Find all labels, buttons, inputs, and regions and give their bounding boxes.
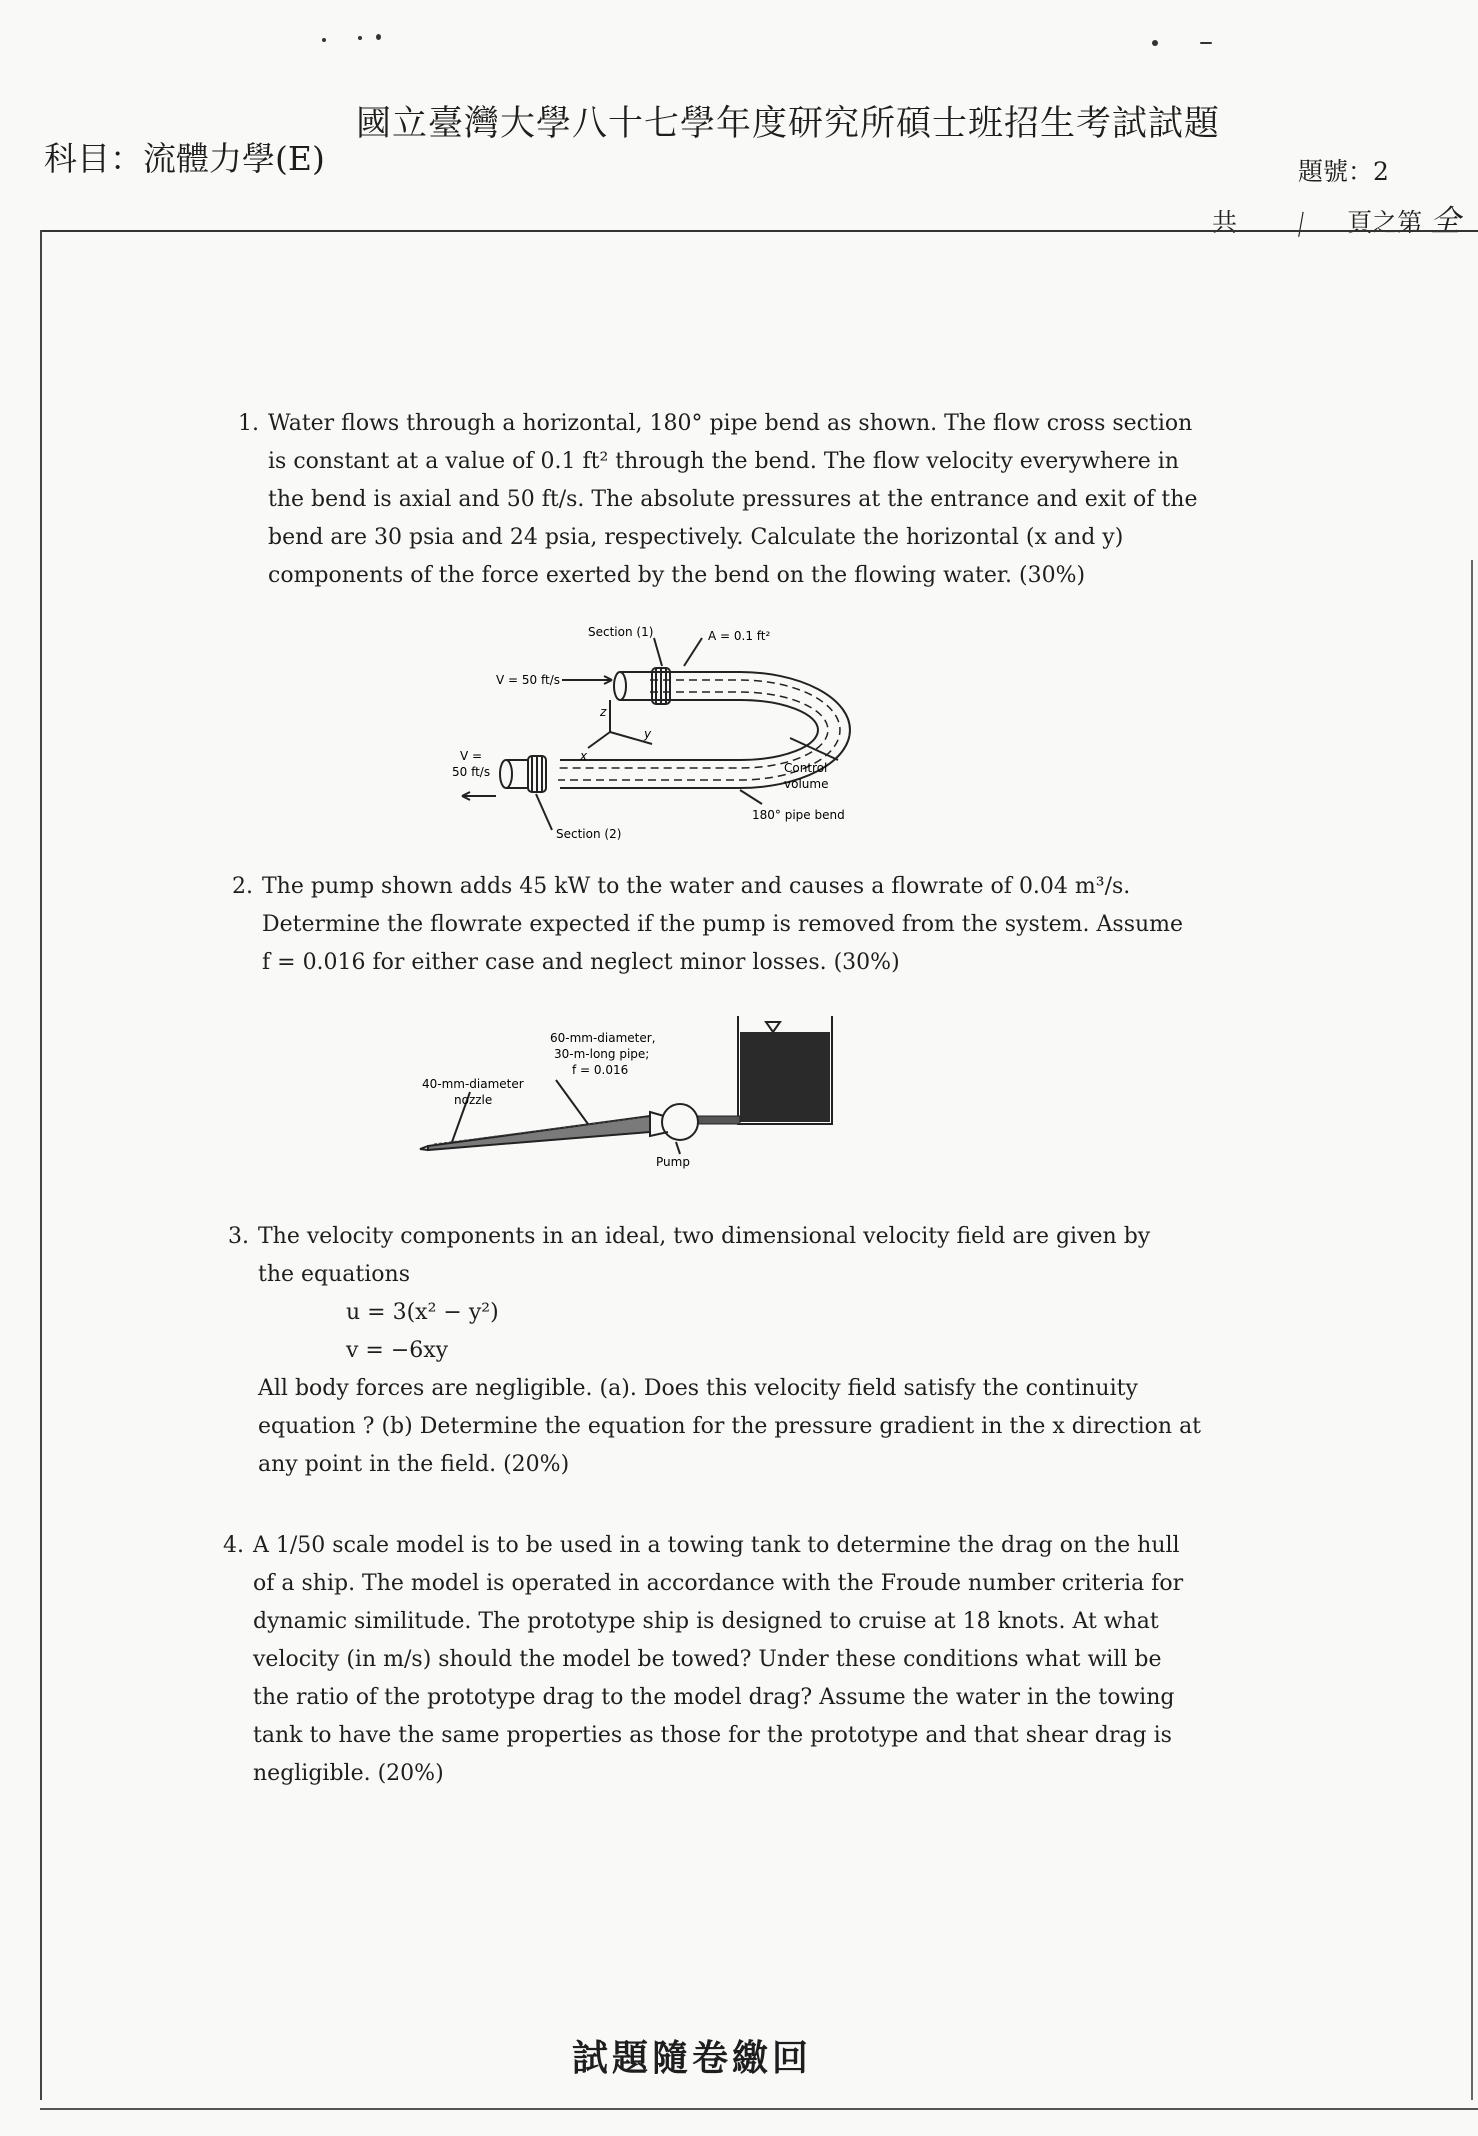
scan-speck [358, 36, 362, 40]
question-line: Determine the flowrate expected if the pump is removed from the system. Assume [262, 912, 1184, 937]
question-line: the ratio of the prototype drag to the model drag? Assume the water in the towing [253, 1685, 1175, 1710]
page-count-line [1212, 196, 1460, 240]
question-line: dynamic similitude. The prototype ship is designed to cruise at 18 knots. At what [253, 1609, 1159, 1634]
scan-speck [1152, 40, 1158, 46]
outlet-velocity-label-1: V = [460, 749, 483, 763]
x-axis-label: x [580, 749, 588, 763]
nozzle-label-2: nozzle [454, 1093, 493, 1107]
pipe-bend-label: 180° pipe bend [752, 808, 845, 822]
pipe-outline-inner [560, 700, 818, 760]
footer-stamp: 試題隨卷繳回 [572, 2037, 813, 2079]
pump-label: Pump [656, 1155, 690, 1169]
question-line: The pump shown adds 45 kW to the water and causes a flowrate of 0.04 m³/s. [262, 874, 1131, 899]
question-line: of a ship. The model is operated in accordance with the Froude number criteria for [253, 1571, 1184, 1596]
pages-total-value: | [1294, 208, 1308, 237]
question-3 [228, 1218, 1202, 1484]
pipe-label-3: f = 0.016 [572, 1063, 629, 1077]
long-pipe [428, 1116, 650, 1150]
question-number: 1. [238, 411, 259, 436]
section-2-label: Section (2) [556, 827, 622, 841]
frame-right-border [1471, 560, 1473, 2100]
frame-left-border [40, 230, 42, 2100]
scan-speck [322, 38, 326, 42]
reservoir-water [740, 1032, 830, 1122]
question-line: bend are 30 psia and 24 psia, respectively. Calculate the horizontal (x and y) [268, 525, 1124, 550]
outlet-velocity-label-2: 50 ft/s [452, 765, 491, 779]
question-line: any point in the field. (20%) [258, 1452, 570, 1477]
question-2 [232, 868, 1184, 982]
tank-pipe [698, 1116, 740, 1124]
scan-speck [1200, 42, 1212, 44]
subject-label: 科目：流體力學(E) [44, 139, 325, 178]
question-line: velocity (in m/s) should the model be towed? Under these conditions what will be [253, 1647, 1162, 1672]
question-4 [223, 1527, 1184, 1793]
question-number: 4. [223, 1533, 244, 1558]
question-number: 2. [232, 874, 253, 899]
z-axis-label: z [600, 705, 607, 719]
pipe-label-2: 30-m-long pipe; [554, 1047, 650, 1061]
pipe-label-1: 60-mm-diameter, [550, 1031, 656, 1045]
question-line: tank to have the same properties as those for the prototype and that shear drag is [253, 1723, 1172, 1748]
control-volume-label-2: volume [784, 777, 829, 791]
question-line: The velocity components in an ideal, two dimensional velocity field are given by [258, 1224, 1151, 1249]
frame-bottom-border [40, 2108, 1478, 2110]
pages-mid-text: 頁之第 [1347, 208, 1423, 237]
question-1 [238, 405, 1198, 595]
question-line: equation ? (b) Determine the equation for the pressure gradient in the x direction at [258, 1414, 1202, 1439]
question-line: components of the force exerted by the bend on the flowing water. (30%) [268, 563, 1086, 588]
x-axis [588, 732, 610, 748]
pipe-bend-figure [440, 620, 880, 850]
section-1-label: Section (1) [588, 625, 654, 639]
pages-total-prefix: 共 [1212, 208, 1238, 237]
area-label: A = 0.1 ft² [708, 629, 771, 643]
pages-current-value: 全 [1430, 204, 1461, 239]
inlet-velocity-label: V = 50 ft/s [496, 673, 560, 687]
nozzle-label-1: 40-mm-diameter [422, 1077, 524, 1091]
control-volume-boundary [558, 692, 828, 768]
nozzle [420, 1146, 428, 1150]
question-number: 3. [228, 1224, 249, 1249]
frame-top-border [40, 230, 1478, 233]
question-line: the equations [258, 1262, 410, 1287]
equation-v: v = −6xy [346, 1338, 449, 1363]
question-line: A 1/50 scale model is to be used in a towing tank to determine the drag on the hull [253, 1533, 1180, 1558]
water-level-marker [766, 1022, 780, 1032]
question-line: All body forces are negligible. (a). Does this velocity field satisfy the continuity [258, 1376, 1138, 1401]
question-line: is constant at a value of 0.1 ft² through the bend. The flow velocity everywhere in [268, 449, 1179, 474]
pump-system-figure [418, 1012, 858, 1172]
pump-outlet [650, 1112, 668, 1136]
exam-title: 國立臺灣大學八十七學年度研究所碩士班招生考試試題 [356, 104, 1221, 144]
y-axis-label: y [644, 727, 652, 741]
question-line: negligible. (20%) [253, 1761, 444, 1786]
question-number-label: 題號：2 [1298, 157, 1389, 186]
question-line: Water flows through a horizontal, 180° pipe bend as shown. The flow cross section [268, 411, 1193, 436]
scan-speck [376, 34, 381, 40]
control-volume-label-1: Control [784, 761, 828, 775]
question-line: f = 0.016 for either case and neglect minor losses. (30%) [262, 950, 900, 975]
equation-u: u = 3(x² − y²) [346, 1300, 499, 1325]
pump-body [662, 1104, 698, 1140]
question-line: the bend is axial and 50 ft/s. The absolute pressures at the entrance and exit of the [268, 487, 1198, 512]
